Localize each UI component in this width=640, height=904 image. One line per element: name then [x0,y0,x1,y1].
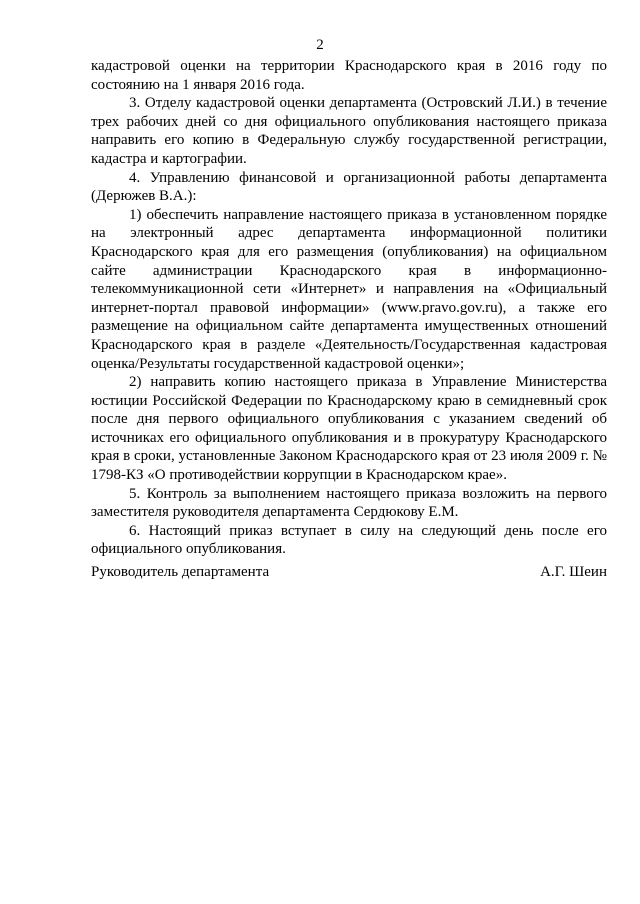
paragraph-item-4: 4. Управлению финансовой и организационной работы департамента (Дерюжев В.А.): [91,169,607,205]
signatory-position: Руководитель департамента [91,564,270,580]
paragraph-continuation: кадастровой оценки на территории Краснодарского края в 2016 году по состоянию на 1 января 2016 года. [91,58,607,93]
paragraph-subitem-1: 1) обеспечить направление настоящего приказа в установленном порядке на электронный адрес департамента информационной политики Краснодарского края для его размещения (опубликования) на официальном сайте администрации Краснодарского края в информационно-телекоммуникационной сети «Интернет» и направления на «Официальный интернет-портал правовой информации» (www.pravo.gov.ru), а также его размещение на официальном сайте департамента имущественных отношений Краснодарского края в разделе «Деятельность/Государственная кадастровая оценка/Результаты государственной кадастровой оценки»; [91,206,607,372]
paragraph-subitem-2: 2) направить копию настоящего приказа в Управление Министерства юстиции Российской Федерации по Краснодарскому краю в семидневный срок после дня первого официального опубликования с указанием сведений об источниках его официального опубликования и в прокуратуру Краснодарского края в сроки, установленные Законом Краснодарского края от 23 июля 2009 г. № 1798-КЗ «О противодействии коррупции в Краснодарском крае». [91,374,607,484]
paragraph-item-3: 3. Отделу кадастровой оценки департамента (Островский Л.И.) в течение трех рабочих дней со дня официального опубликования настоящего приказа направить его копию в Федеральную службу государственной регистрации, кадастра и картографии. [91,95,607,167]
paragraph-item-6: 6. Настоящий приказ вступает в силу на следующий день после его официального опубликования. [91,522,607,558]
paragraph-item-5: 5. Контроль за выполнением настоящего приказа возложить на первого заместителя руководителя департамента Сердюкову Е.М. [91,485,607,521]
signature-block [91,563,607,581]
page-number: 2 [316,37,324,53]
document-body [91,57,607,559]
signatory-name: А.Г. Шеин [540,564,607,580]
